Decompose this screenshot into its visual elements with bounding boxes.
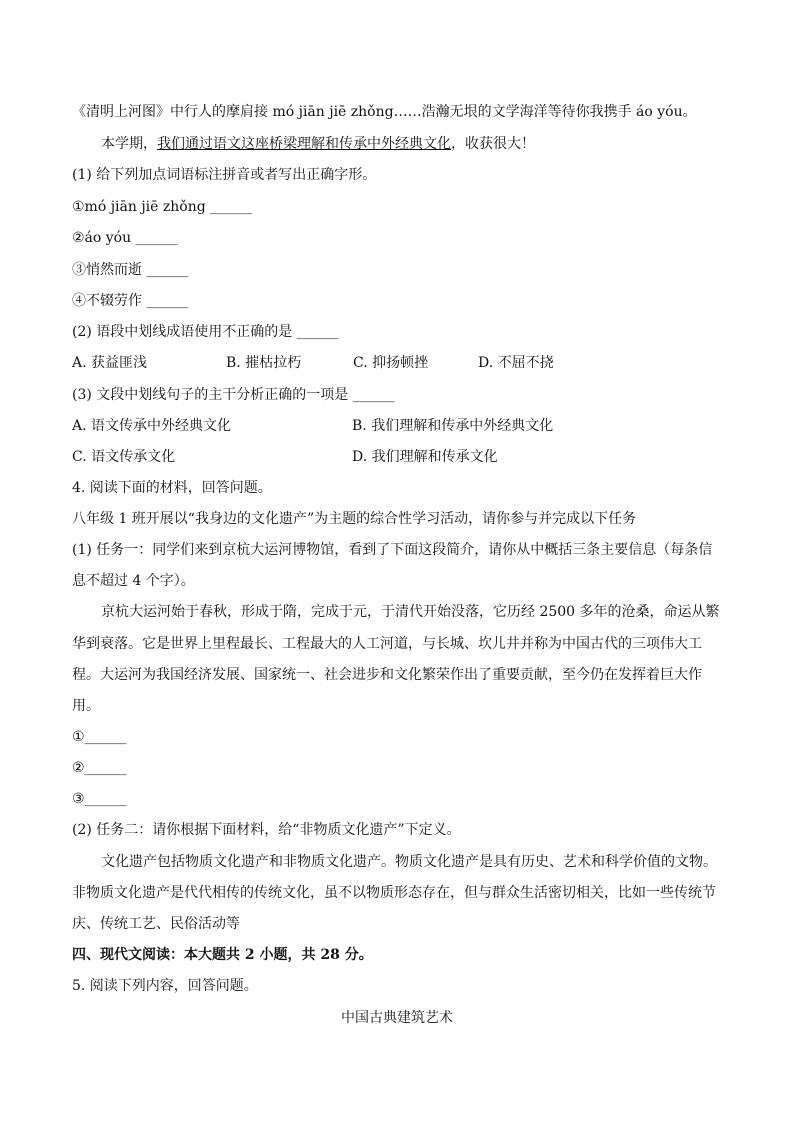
q4-title: 4. 阅读下面的材料，回答问题。	[72, 480, 272, 496]
q2-option-c: C. 抑扬顿挫	[353, 355, 429, 371]
q4-intro: 八年级 1 班开展以“我身边的文化遗产”为主题的综合性学习活动，请你参与并完成以下任务	[72, 511, 637, 527]
intro-line-2-pre: 本学期，	[101, 136, 157, 152]
q4-material-line-2: 非物质文化遗产是代代相传的传统文化，虽不以物质形态存在，但与群众生活密切相关，比如一些传统节	[72, 885, 716, 901]
intro-line-1: 《清明上河图》中行人的摩肩接 mó jiān jiē zhǒng……浩瀚无垠的文学海洋等待你我携手 áo yóu。	[72, 104, 697, 120]
q3-prompt: (3) 文段中划线句子的主干分析正确的一项是 ______	[72, 387, 395, 403]
q4-passage-line-1: 京杭大运河始于春秋，形成于隋，完成于元，于清代开始没落，它历经 2500 多年的沧桑，命运从繁	[101, 604, 720, 620]
q3-option-d: D. 我们理解和传承文化	[352, 449, 498, 465]
q2-option-b: B. 摧枯拉朽	[226, 355, 302, 371]
q4-task1-line-1: (1) 任务一：同学们来到京杭大运河博物馆，看到了下面这段简介，请你从中概括三条主要信息（每条信	[72, 542, 713, 558]
q4-answer-2: ②______	[72, 760, 127, 776]
q5-title: 5. 阅读下列内容，回答问题。	[72, 978, 258, 994]
q3-option-c: C. 语文传承文化	[72, 449, 176, 465]
q2-option-d: D. 不屈不挠	[478, 355, 554, 371]
q4-passage-line-4: 用。	[72, 698, 100, 714]
q4-task1-line-2: 息不超过 4 个字）。	[72, 573, 195, 589]
q4-material-line-1: 文化遗产包括物质文化遗产和非物质文化遗产。物质文化遗产是具有历史、艺术和科学价值的文物。	[101, 854, 717, 870]
q4-passage-line-3: 程。大运河为我国经济发展、国家统一、社会进步和文化繁荣作出了重要贡献，至今仍在发挥着巨大作	[72, 667, 702, 683]
q2-prompt: (2) 语段中划线成语使用不正确的是 ______	[72, 324, 339, 340]
q1-item-3: ③悄然而逝 ______	[72, 262, 189, 278]
q4-answer-1: ①______	[72, 729, 127, 745]
q4-material-line-3: 庆、传统工艺、民俗活动等	[72, 916, 240, 932]
q1-prompt: (1) 给下列加点词语标注拼音或者写出正确字形。	[72, 167, 377, 183]
q1-item-1: ①mó jiān jiē zhǒng ______	[72, 199, 253, 215]
intro-line-2-post: ，收获很大！	[451, 136, 535, 152]
intro-line-2	[101, 134, 751, 154]
q2-option-a: A. 获益匪浅	[72, 355, 148, 371]
underlined-sentence: 我们通过语文这座桥梁理解和传承中外经典文化	[157, 136, 451, 152]
q4-passage-line-2: 华到衰落。它是世界上里程最长、工程最大的人工河道，与长城、坎儿井并称为中国古代的三项伟大工	[72, 636, 702, 652]
q1-item-4: ④不辍劳作 ______	[72, 293, 189, 309]
q4-answer-3: ③______	[72, 791, 127, 807]
q3-option-b: B. 我们理解和传承中外经典文化	[352, 418, 554, 434]
article-title: 中国古典建筑艺术	[341, 1010, 453, 1026]
q4-task2: (2) 任务二：请你根据下面材料，给“非物质文化遗产”下定义。	[72, 822, 461, 838]
section-heading: 四、现代文阅读：本大题共 2 小题，共 28 分。	[72, 947, 373, 963]
q1-item-2: ②áo yóu ______	[72, 230, 178, 246]
q3-option-a: A. 语文传承中外经典文化	[72, 418, 232, 434]
